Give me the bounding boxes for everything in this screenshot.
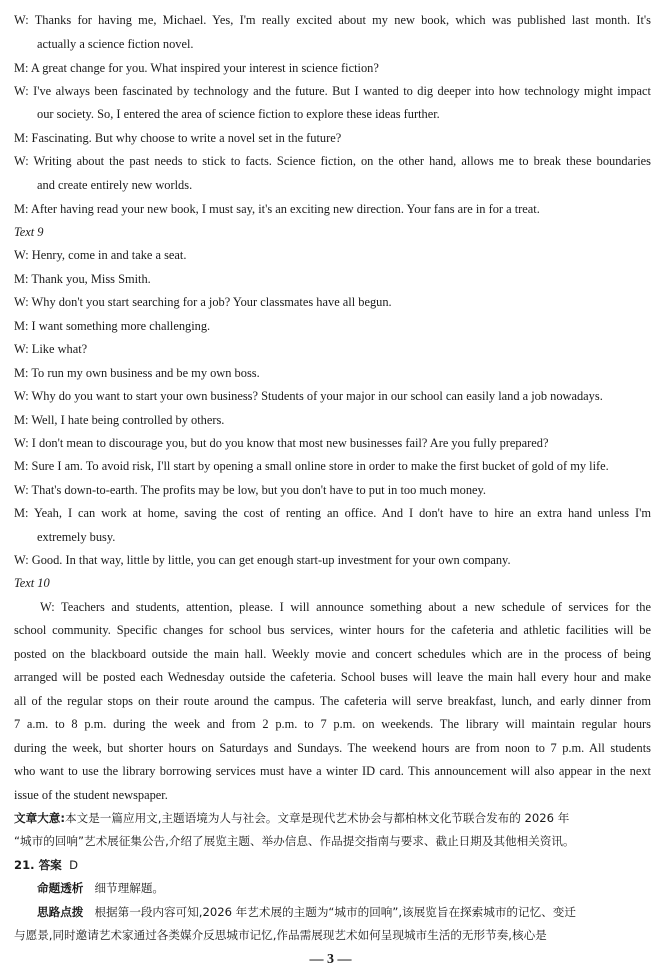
summary-line: “城市的回响”艺术展征集公告,介绍了展览主题、举办信息、作品提交指南与要求、截止日期及其他相关资讯。 <box>14 834 575 848</box>
passage-line: who want to use the library borrowing services must have a winter ID card. This announcement will also appear in the next <box>14 764 651 778</box>
dialogue-line: extremely busy. <box>37 530 116 544</box>
dialogue-line: M: A great change for you. What inspired your interest in science fiction? <box>14 61 379 75</box>
dialogue-line: W: Why do you want to start your own business? Students of your major in our school can easily land a job nowadays. <box>14 389 603 403</box>
passage-line: issue of the student newspaper. <box>14 788 168 802</box>
answer-label: 21. 答案 <box>14 858 62 872</box>
section-heading: Text 9 <box>14 225 44 239</box>
hint-line <box>37 904 651 920</box>
dialogue-line: W: I don't mean to discourage you, but do you know that most new businesses fail? Are you fully prepared? <box>14 436 549 450</box>
hint-value: 根据第一段内容可知,2026 年艺术展的主题为“城市的回响”,该展览旨在探索城市的记忆、变迁 <box>94 905 576 919</box>
dialogue-line: W: Like what? <box>14 342 88 356</box>
dialogue-line: M: To run my own business and be my own boss. <box>14 366 260 380</box>
dialogue-line: W: Writing about the past needs to stick to facts. Science fiction, on the other hand, allows me to break these boundaries <box>14 154 651 168</box>
analysis-value: 细节理解题。 <box>94 881 165 895</box>
summary-text: 本文是一篇应用文,主题语境为人与社会。文章是现代艺术协会与都柏林文化节联合发布的 2026 年 <box>65 811 570 825</box>
dialogue-line: M: Thank you, Miss Smith. <box>14 272 151 286</box>
dialogue-line: M: Sure I am. To avoid risk, I'll start by opening a small online store in order to make the first bucket of gold of my life. <box>14 459 609 473</box>
hint-line: 与愿景,同时邀请艺术家通过各类媒介反思城市记忆,作品需展现艺术如何呈现城市生活的无形节奏,核心是 <box>14 928 547 942</box>
section-heading: Text 10 <box>14 576 50 590</box>
dialogue-line: and create entirely new worlds. <box>37 178 193 192</box>
passage-line: 7 a.m. to 8 p.m. during the week and from 2 p.m. to 7 p.m. on weekends. The library will maintain regular hours <box>14 717 651 731</box>
passage-line: all of the regular stops on their route around the campus. The cafeteria will serve breakfast, lunch, and early dinner from <box>14 694 651 708</box>
answer-value: D <box>69 858 79 872</box>
dialogue-line: W: Henry, come in and take a seat. <box>14 248 187 262</box>
dialogue-line: W: Why don't you start searching for a job? Your classmates have all begun. <box>14 295 392 309</box>
analysis-label: 命题透析 <box>37 881 84 895</box>
dialogue-line: M: After having read your new book, I must say, it's an exciting new direction. Your fans are in for a treat. <box>14 202 540 216</box>
passage-line: arranged will be posted each Wednesday outside the cafeteria. School buses will leave the main hall every hour and make <box>14 670 651 684</box>
answer-line <box>14 857 651 873</box>
analysis-line <box>37 880 651 896</box>
dialogue-line: W: That's down-to-earth. The profits may be low, but you don't have to put in too much money. <box>14 483 487 497</box>
page-number: — 3 — <box>309 952 352 967</box>
summary-label: 文章大意: <box>14 811 66 825</box>
dialogue-line: M: Fascinating. But why choose to write a novel set in the future? <box>14 131 342 145</box>
dialogue-line: actually a science fiction novel. <box>37 37 194 51</box>
dialogue-line: M: I want something more challenging. <box>14 319 211 333</box>
passage-line: school community. Specific changes for school bus services, winter hours for the cafeteria and athletic facilities will be <box>14 623 651 637</box>
passage-line: W: Teachers and students, attention, please. I will announce something about a new schedule of services for the <box>40 600 651 614</box>
dialogue-line: M: Well, I hate being controlled by others. <box>14 413 225 427</box>
dialogue-line: our society. So, I entered the area of science fiction to explore these ideas further. <box>37 107 440 121</box>
summary-line <box>14 810 651 826</box>
dialogue-line: M: Yeah, I can work at home, saving the cost of renting an office. And I don't have to hire an extra hand unless I'm <box>14 506 651 520</box>
dialogue-line: W: Thanks for having me, Michael. Yes, I'm really excited about my new book, which was published last month. It's <box>14 13 651 27</box>
passage-line: during the week, but shorter hours on Saturdays and Sundays. The weekend hours are from noon to 7 p.m. All students <box>14 741 651 755</box>
hint-label: 思路点拨 <box>37 905 84 919</box>
dialogue-line: W: Good. In that way, little by little, you can get enough start-up investment for your own company. <box>14 553 511 567</box>
dialogue-line: W: I've always been fascinated by technology and the future. But I wanted to dig deeper into how technology might impact <box>14 84 651 98</box>
passage-line: posted on the blackboard outside the main hall. Weekly movie and concert schedules which are in the process of being <box>14 647 651 661</box>
